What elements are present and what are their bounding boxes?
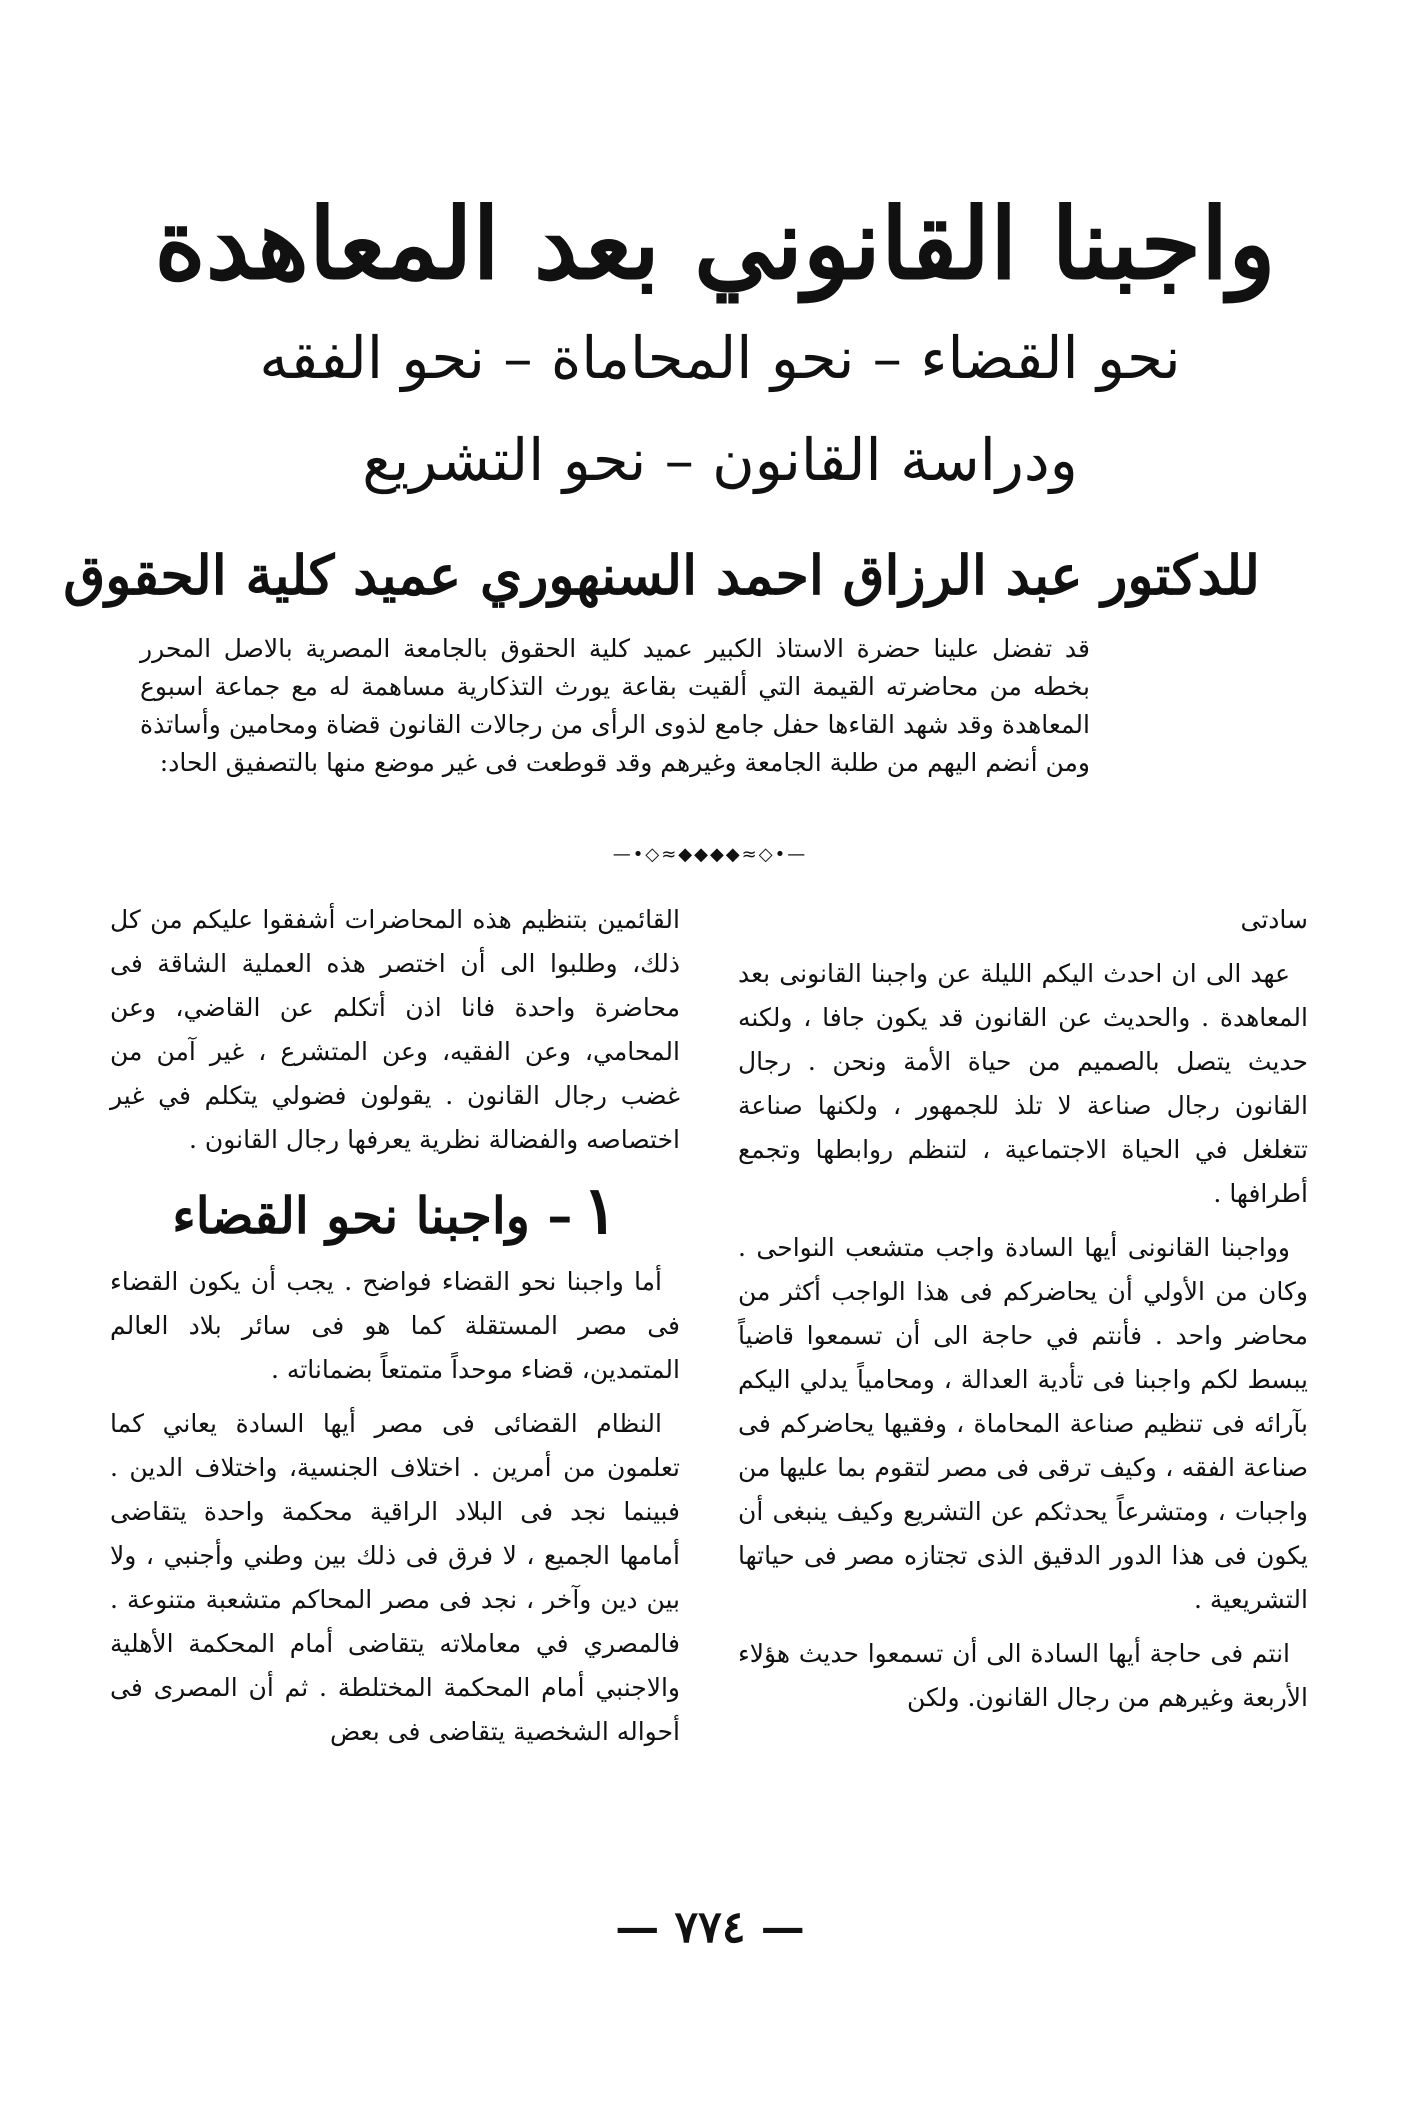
body-paragraph: وواجبنا القانونى أيها السادة واجب متشعب النواحى . وكان من الأولي أن يحاضركم فى هذا الواجب أكثر من محاضر واحد . فأنتم في حاجة الى أن تسمعوا قاضياً يبسط لكم واجبنا فى تأدية العدالة ، ومحامياً يدلي اليكم بآرائه فى تنظيم صناعة المحاماة ، وفقيها يحاضركم فى صناعة الفقه ، وكيف ترقى فى مصر لتقوم بما عليها من واجبات ، ومتشرعاً يحدثكم عن التشريع وكيف ينبغى أن يكون فى هذا الدور الدقيق الذى تجتازه مصر فى حياتها التشريعية . [738,1233,1308,1614]
editor-intro [140,630,1090,782]
section-number: ١ [582,1171,618,1249]
body-paragraph: النظام القضائى فى مصر أيها السادة يعاني كما تعلمون من أمرين . اختلاف الجنسية، واختلاف الدين . فبينما نجد فى البلاد الراقية محكمة واحدة يتقاضى أمامها الجميع ، لا فرق فى ذلك بين وطني وأجنبي ، ولا بين دين وآخر ، نجد فى مصر المحاكم متشعبة متنوعة . فالمصري في معاملاته يتقاضى أمام المحكمة الأهلية والاجنبي أمام المحكمة المختلطة . ثم أن المصرى فى أحواله الشخصية يتقاضى فى بعض [110,1409,680,1746]
subtitle-line: ودراسة القانون – نحو التشريع [362,426,1078,494]
intro-paragraph: قد تفضل علينا حضرة الاستاذ الكبير عميد كلية الحقوق بالجامعة المصرية بالاصل المحرر بخطه من محاضرته القيمة التي ألقيت بقاعة يورث التذكارية مساهمة له مع جماعة اسبوع المعاهدة وقد شهد القاءها حفل جامع لذوى الرأى من رجالات القانون قضاة ومحامين وأساتذة ومن أنضم اليهم من طلبة الجامعة وغيرهم وقد قوطعت فى غير موضع منها بالتصفيق الحاد: [140,634,1090,777]
article-title: واجبنا القانوني بعد المعاهدة [154,187,1276,302]
section-heading [110,1172,680,1254]
body-paragraph: القائمين بتنظيم هذه المحاضرات أشفقوا عليكم من كل ذلك، وطلبوا الى أن اختصر هذه العملية الشاقة فى محاضرة واحدة فانا اذن أتكلم عن القاضي، وعن المحامي، وعن الفقيه، وعن المتشرع ، غير آمن من غضب رجال القانون . يقولون فضولي يتكلم في غير اختصاصه والفضالة نظرية يعرفها رجال القانون . [110,905,680,1154]
salutation: سادتى [1240,905,1308,934]
subtitle-line: نحو القضاء – نحو المحاماة – نحو الفقه [259,324,1181,392]
page-number: — ٧٧٤ — [615,1902,805,1953]
body-paragraph: أما واجبنا نحو القضاء فواضح . يجب أن يكون القضاء فى مصر المستقلة كما هو فى سائر بلاد العالم المتمدين، قضاء موحداً متمتعاً بضماناته . [110,1267,680,1384]
body-paragraph: عهد الى ان احدث اليكم الليلة عن واجبنا القانونى بعد المعاهدة . والحديث عن القانون قد يكون جافا ، ولكنه حديث يتصل بالصميم من حياة الأمة ونحن . رجال القانون رجال صناعة لا تلذ للجمهور ، ولكنها صناعة تتغلغل في الحياة الاجتماعية ، لتنظم روابطها وتجمع أطرافها . [738,959,1308,1208]
left-column [110,898,680,1764]
right-column [738,898,1308,1730]
ornament-divider: —•◇≈◆◆◆◆≈◇•— [612,844,808,865]
body-paragraph: انتم فى حاجة أيها السادة الى أن تسمعوا حديث هؤلاء الأربعة وغيرهم من رجال القانون. ولكن [738,1639,1308,1712]
section-heading-text: – واجبنا نحو القضاء [172,1186,573,1245]
author-byline: للدكتور عبد الرزاق احمد السنهوري عميد كلية الحقوق [63,543,1260,607]
